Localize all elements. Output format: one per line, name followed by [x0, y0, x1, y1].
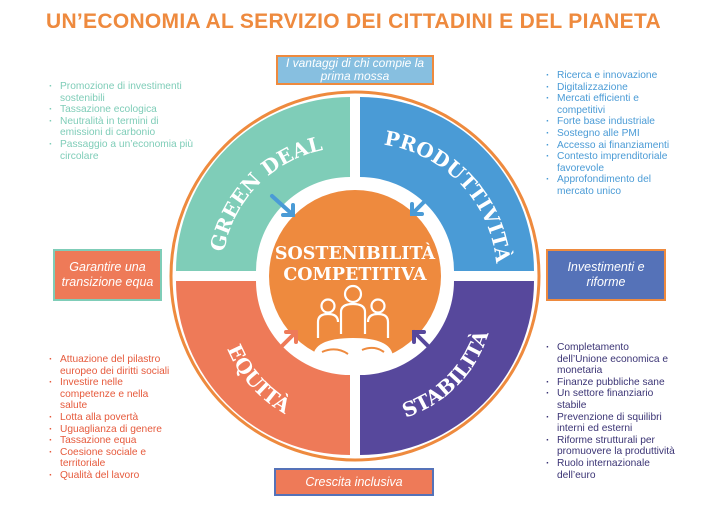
box-first-mover: I vantaggi di chi compie la prima mossa — [276, 55, 434, 85]
list-item: · Forte base industriale — [545, 116, 675, 128]
list-item: · Ruolo internazionale dell’euro — [545, 458, 680, 481]
center-line2: COMPETITIVA — [283, 265, 427, 285]
list-item: · Attuazione del pilastro europeo dei diritti sociali — [48, 354, 173, 377]
list-item: · Un settore finanziario stabile — [545, 388, 680, 411]
box-fair-transition: Garantire una transizione equa — [53, 249, 162, 301]
label-green-deal: GREEN DEAL — [205, 131, 325, 254]
list-item: · Neutralità in termini di emissioni di carbonio — [48, 116, 198, 139]
list-item: · Tassazione ecologica — [48, 104, 198, 116]
list-item: · Digitalizzazione — [545, 82, 675, 94]
list-item: · Approfondimento del mercato unico — [545, 174, 675, 197]
list-item: · Finanze pubbliche sane — [545, 377, 680, 389]
list-item: · Ricerca e innovazione — [545, 70, 675, 82]
list-item: · Coesione sociale e territoriale — [48, 447, 173, 470]
label-stabilita: STABILITÀ — [398, 326, 494, 423]
label-equita: EQUITÀ — [222, 340, 295, 419]
list-produttivita — [545, 70, 675, 198]
list-stabilita — [545, 342, 680, 481]
page-title: UN’ECONOMIA AL SERVIZIO DEI CITTADINI E DEL PIANETA — [45, 10, 661, 33]
list-green-deal — [48, 81, 198, 162]
list-item: · Passaggio a un’economia più circolare — [48, 139, 198, 162]
list-item: · Mercati efficienti e competitivi — [545, 93, 675, 116]
list-item: · Contesto imprenditoriale favorevole — [545, 151, 675, 174]
list-item: · Tassazione equa — [48, 435, 173, 447]
arrow-navy — [414, 332, 432, 350]
label-produttivita: PRODUTTIVITÀ — [382, 125, 516, 265]
list-item: · Completamento dell’Unione economica e monetaria — [545, 342, 680, 377]
list-item: · Sostegno alle PMI — [545, 128, 675, 140]
list-item: · Investire nelle competenze e nella salute — [48, 377, 173, 412]
box-investments-reforms: Investimenti e riforme — [546, 249, 666, 301]
arrow-red — [278, 332, 296, 350]
box-inclusive-growth: Crescita inclusiva — [274, 468, 434, 496]
list-equita — [48, 354, 173, 482]
center-line1: SOSTENIBILITÀ — [274, 244, 436, 264]
list-item: · Uguaglianza di genere — [48, 424, 173, 436]
list-item: · Accesso ai finanziamenti — [545, 140, 675, 152]
list-item: · Prevenzione di squilibri interni ed esterni — [545, 412, 680, 435]
list-item: · Lotta alla povertà — [48, 412, 173, 424]
list-item: · Qualità del lavoro — [48, 470, 173, 482]
list-item: · Riforme strutturali per promuovere la produttività — [545, 435, 680, 458]
list-item: · Promozione di investimenti sostenibili — [48, 81, 198, 104]
